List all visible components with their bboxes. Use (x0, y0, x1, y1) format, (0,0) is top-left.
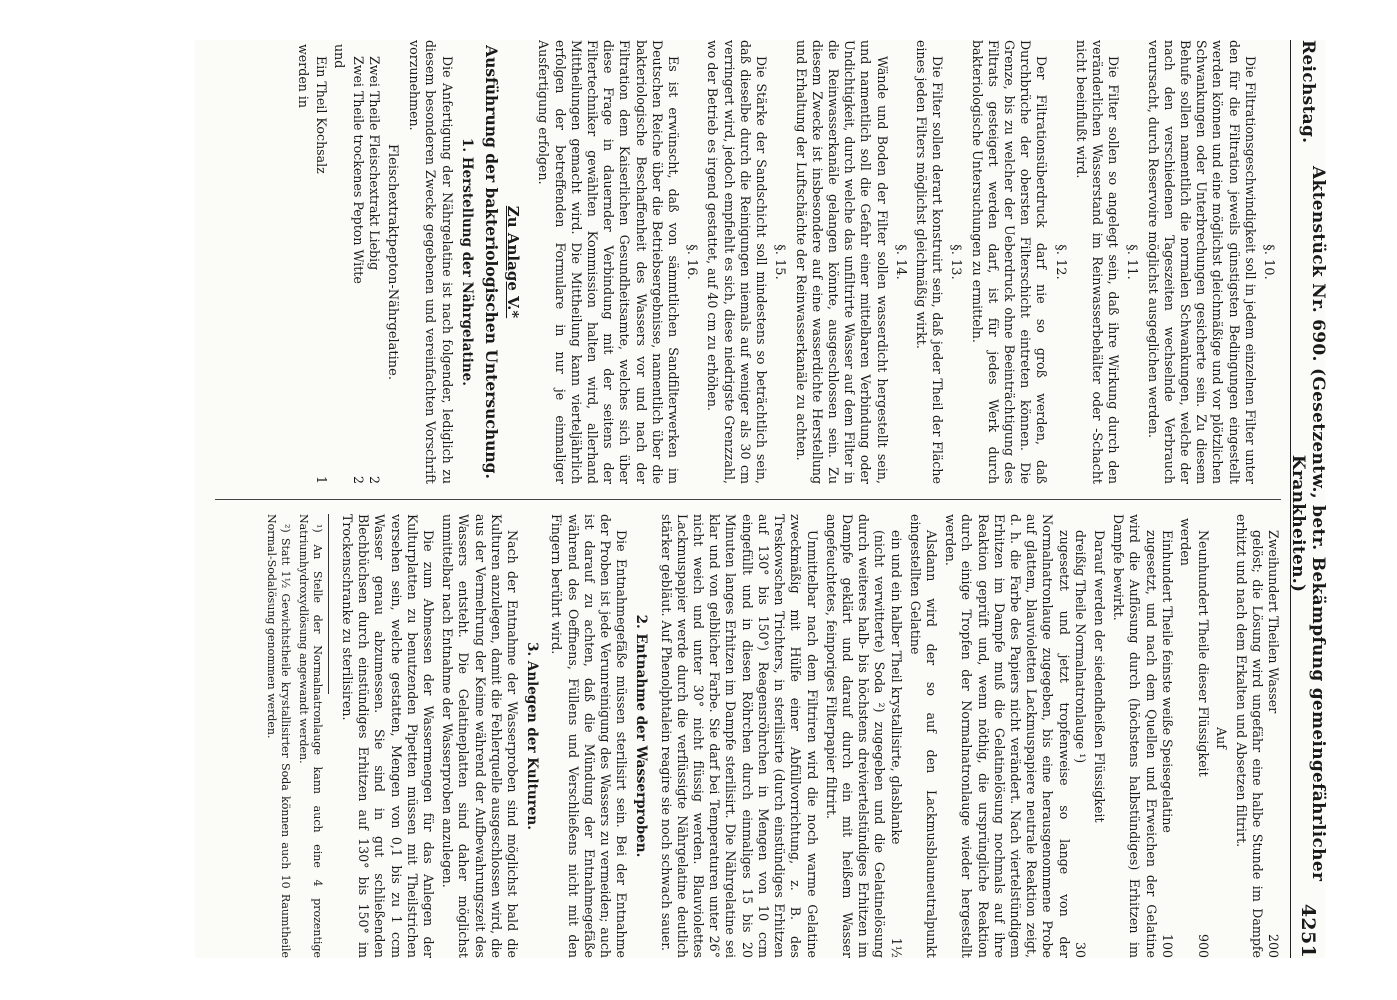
section-text: Die Filter sollen so angelegt sein, daß ihre Wirkung durch den veränderlichen Wasserstand im Reinwasserbehälter oder -Schacht nicht beeinflußt wird. (1073, 40, 1122, 484)
recipe-row (887, 514, 903, 958)
subsection-text: Die Entnahmegefäße müssen sterilisirt sein. Bei der Entnahme der Proben ist jede Verunreinigung des Wassers zu vermeiden; auch ist darauf zu achten, daß die Mündung der Entnahmegefäße während des Oeffnens, Füllens und Verschließens nicht mit den Fingern berührt wird. (549, 514, 630, 958)
recipe-item: dreißig Theile Normalnatronlauge ¹) (1072, 530, 1088, 764)
recipe-row (1195, 514, 1211, 958)
recipe-row (313, 40, 329, 484)
recipe-item: Ein Theil Kochsalz (314, 56, 330, 174)
section-heading: §. 14. (892, 244, 908, 280)
subsection-text: Nach der Entnahme der Wasserproben sind möglichst bald die Kulturen anzulegen, damit die Fehlerquelle ausgeschlossen wird, die aus der Vermehrung der Keime während der Aufbewahrungszeit des Wassers entsteht. Die Gelatineplatten sind daher möglichst unmittelbar nach Entnahme der Wasserproben anzulegen. (440, 514, 521, 958)
recipe-item: Einhundert Theile feinste weiße Speisegelatine (1159, 530, 1175, 833)
section-text: Der Filtrationsüberdruck darf nie so groß werden, daß Durchbrüche der obersten Filterschicht eintreten können. Die Grenze, bis zu welcher der Ueberdruck ohne Beeinträchtigung des Filtrats gesteigert werden darf, ist für jedes Werk durch bakteriologische Untersuchungen zu ermitteln. (969, 40, 1050, 484)
paragraph: zugesetzt, und nach dem Quellen und Erweichen der Gelatine wird die Auflösung durch (höchstens halbstündiges) Erhitzen im Dampfe bewirkt. (1111, 514, 1159, 958)
connector-word: und (332, 44, 348, 69)
subsection-text: Die Anfertigung der Nährgelatine ist nach folgender, lediglich zu diesem besonderen Zwecke gegebenen und vereinfachten Vorschrift vorzunehmen. (407, 40, 455, 484)
recipe-amount: 1½ (888, 937, 904, 958)
section-heading: §. 12. (1052, 244, 1068, 280)
annex-title: Ausführung der bakteriologischen Untersuchung. (482, 45, 502, 479)
recipe-amount: 1 (314, 475, 330, 484)
paragraph: (nicht verwitterte) Soda ²) zugegeben und die Gelatinelösung durch weiteres halb- bis höchstens dreiviertelstündiges Erhitzen im Dampfe geklärt und darauf durch ein mit heißem Wasser angefeuchtetes, feinporiges Filterpapier filtrirt. (823, 514, 888, 958)
paragraph: Darauf werden der siedendheißen Flüssigkeit (1091, 530, 1107, 823)
recipe-title: Fleischextraktpepton-Nährgelatine. (385, 143, 401, 381)
recipe-amount: 2 (366, 475, 382, 484)
footnote-rule (328, 514, 329, 694)
recipe-item: Zweihundert Theilen Wasser (1266, 530, 1281, 714)
recipe-row (1265, 514, 1281, 958)
subsection-text: Die zum Abmessen der Wassermengen für das Anlegen der Kulturplatten zu benutzenden Pipetten müssen mit Theilstrichen versehen sein, welche gestatten, Mengen von 0,1 bis zu 1 ccm Wasser genau abzumessen. Sie sind in gut schließenden Blechbüchsen durch einstündiges Erhitzen auf 130° bis 150° im Trockenschranke zu sterilisiren. (340, 514, 437, 958)
paragraph: Unmittelbar nach dem Filtriren wird die noch warme Gelatine zweckmäßig mit Hülfe einer Abfüllvorrichtung, z. B. des Treskowschen Trichters, in sterilisirte (durch einstündiges Erhitzen auf 130° bis 150°) Reagensröhrchen in Mengen von 10 ccm eingefüllt und in diesen Röhrchen durch einmaliges 15 bis 20 Minuten langes Erhitzen im Dampfe sterilisirt. Die Nährgelatine sei klar und von gelblicher Farbe. Sie darf bei Temperaturen unter 26° nicht weich und unter 30° nicht flüssig werden. Blauviolettes Lackmuspapier werde durch die verflüssigte Nährgelatine deutlich stärker gebläut. Auf Phenolphtalein reagire sie noch schwach sauer. (658, 514, 820, 958)
annex-heading: Zu Anlage V.* (504, 205, 523, 319)
subsection-heading: 1. Herstellung der Nährgelatine. (458, 138, 475, 386)
scanned-page (195, 40, 1328, 958)
footnote: ¹) An Stelle der Normalnatronlauge kann auch eine 4 prozentige Natriumhydroxydlösung angewandt werden. (296, 514, 324, 958)
subsection-heading: 2. Entnahme der Wasserproben. (633, 614, 650, 858)
continuation-word: werden in (296, 44, 312, 109)
section-heading: §. 13. (948, 244, 964, 280)
section-text: Die Filtrationsgeschwindigkeit soll in jedem einzelnen Filter unter den für die Filtration jeweils günstigsten Bedingungen eingestellt werden können und eine möglichst gleichmäßige und vor plötzlichen Schwankungen oder Unterbrechungen gesicherte sein. Zu diesem Behufe sollen namentlich die normalen Schwankungen, welche der nach den verschiedenen Tageszeiten wechselnde Verbrauch verursacht, durch Reservoire möglichst ausgeglichen werden. (1145, 40, 1258, 484)
recipe-amount: 900 (1196, 933, 1212, 958)
section-heading: §. 11. (1124, 244, 1140, 280)
footnote: ²) Statt 1½ Gewichtstheile krystallisirter Soda können auch 10 Raumtheile Normal-Sodalösung genommen werden. (264, 514, 292, 958)
recipe-item: ein und ein halber Theil krystallisirte, glasblanke (888, 530, 904, 845)
section-heading: §. 16. (684, 244, 700, 280)
column-divider (215, 499, 1281, 500)
section-text: Die Stärke der Sandschicht soll mindestens so beträchtlich sein, daß dieselbe durch die Reinigungen niemals auf weniger als 30 cm verringert wird, jedoch empfiehlt es sich, diese niedrigste Grenzzahl, wo der Betrieb es irgend gestattet, auf 40 cm zu erhöhen. (705, 40, 770, 484)
connector-word: werden (1177, 518, 1193, 566)
page-header (1288, 40, 1328, 958)
section-text: Wände und Boden der Filter sollen wasserdicht hergestellt sein, und namentlich soll die Gefahr einer mittelbaren Verbindung oder Undichtigkeit, durch welche das unfiltrirte Wasser auf dem Filter in die Reinwasserkanäle gelangen könnte, ausgeschlossen sein. Zu diesem Zwecke ist insbesondere auf eine wasserdichte Herstellung und Erhaltung der Luftschächte der Reinwasserkanäle zu achten. (793, 40, 890, 484)
paragraph: gelöst; die Lösung wird ungefähr eine halbe Stunde im Dampfe erhitzt und nach dem Erkalten und Absetzen filtrirt. (1233, 514, 1265, 958)
recipe-row (1072, 514, 1088, 958)
section-heading: §. 15. (772, 244, 788, 280)
recipe-amount: 30 (1072, 941, 1088, 958)
section-heading: §. 10. (1261, 244, 1276, 280)
subsection-heading: 3. Anlegen der Kulturen. (524, 642, 541, 830)
header-left: Reichstag. (1298, 40, 1318, 144)
recipe-row (366, 40, 382, 484)
page-number: 4251 (1297, 903, 1319, 958)
recipe-row (1159, 514, 1175, 958)
header-title: Aktenstück Nr. 690. (Gesetzentw., betr. Bekämpfung gemeingefährlicher Krankheiten.) (1288, 166, 1328, 882)
paragraph: zugesetzt und jetzt tropfenweise so lange von der Normalnatronlauge zugegeben, bis eine herausgenommene Probe auf glattem, blauvioletten Lackmuspapiere neutrale Reaktion zeigt, d. h. die Farbe des Papiers nicht verändert. Nach viertelstündigem Erhitzen im Dampfe muß die Gelatinelösung nochmals auf ihre Reaktion geprüft und, wenn nöthig, die ursprüngliche Reaktion durch einige Tropfen der Normalnatronlauge wieder hergestellt werden. (943, 514, 1072, 958)
recipe-amount: 100 (1159, 933, 1175, 958)
recipe-amount: 200 (1266, 933, 1281, 958)
paragraph: Alsdann wird der so auf den Lackmusblauneutralpunkt eingestellten Gelatine (907, 514, 939, 958)
connector-word: Auf (1214, 727, 1230, 749)
section-text: Die Filter sollen derart konstruirt sein, daß jeder Theil der Fläche eines jeden Filters möglichst gleichmäßig wirkt. (913, 40, 946, 484)
recipe-amount: 2 (350, 475, 366, 484)
section-text: Es ist erwünscht, daß von sämmtlichen Sandfilterwerken im Deutschen Reiche über die Betriebsergebnisse, namentlich über die bakteriologische Beschaffenheit des Wassers vor und nach der Filtration dem Kaiserlichen Gesundheitsamte, welches sich über diese Frage in dauernder Verbindung mit der seitens der Filtertechniker gewählten Kommission halten wird, allerhand Mittheilungen gemacht wird. Die Mittheilung kann vierteljährlich erfolgen der betreffenden Formulare in nur je einmaliger Ausfertigung erfolgen. (536, 40, 682, 484)
recipe-item: Zwei Theile Fleischextrakt Liebig (366, 56, 382, 271)
right-column (195, 514, 1281, 958)
recipe-item: Zwei Theile trockenes Pepton Witte (350, 56, 366, 284)
left-column (195, 40, 1281, 484)
recipe-row (349, 40, 365, 484)
recipe-item: Neunhundert Theile dieser Flüssigkeit (1196, 530, 1212, 777)
